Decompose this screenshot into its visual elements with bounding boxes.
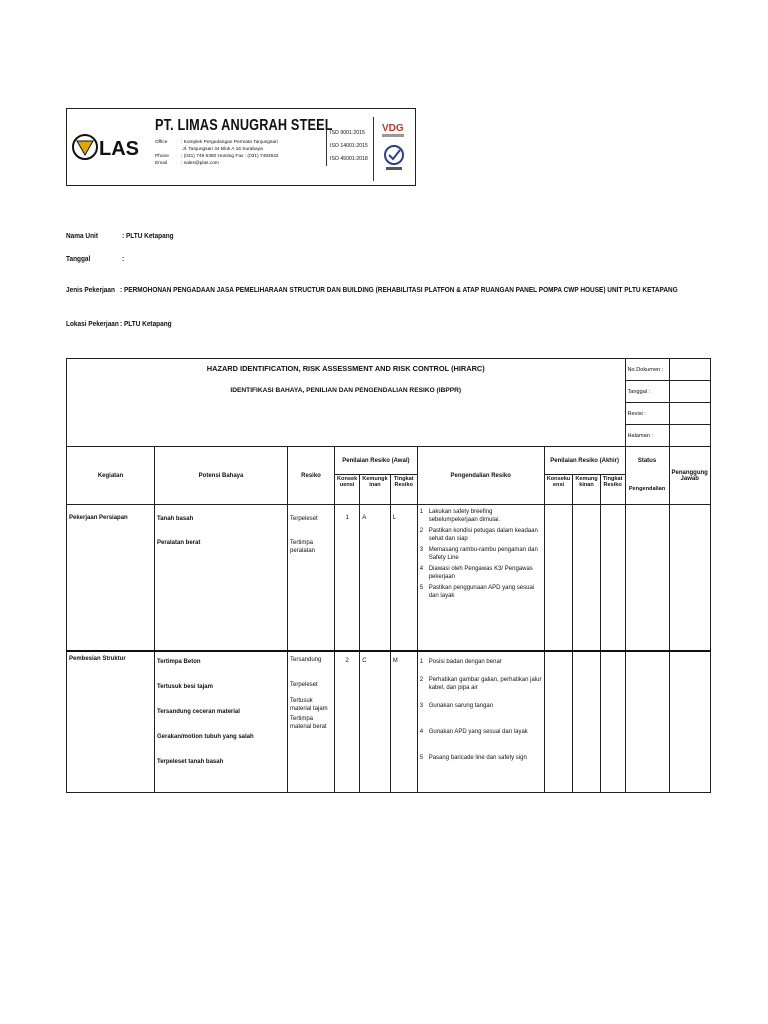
table-title-block [67, 359, 626, 447]
cert-mark-text: VDG [382, 123, 404, 134]
potensi-item: Tersandung ceceran material [157, 708, 240, 715]
empty-cell [669, 651, 710, 793]
header-tingkat-resiko-akhir: Tingkat Resiko [600, 475, 625, 505]
pengendalian-item: 4 Gunakan APD yang sesuai dan layak [419, 728, 528, 735]
meta-no-dokumen: No.Dokumen : [625, 359, 669, 381]
address-line: Jl. Tanjungsari 44 Blok A 16 Surabaya [181, 147, 263, 152]
tanggal-label: Tanggal [66, 254, 91, 263]
iso-45001: ISO 45001:2018 [330, 156, 368, 162]
konsekuensi-cell: 2 [335, 651, 360, 793]
header-tingkat-resiko: Tingkat Resiko [390, 475, 417, 505]
header-kemungkinan-akhir: Kemung kinan [573, 475, 600, 505]
empty-cell [600, 505, 625, 651]
meta-revisi: Revisi : [625, 403, 669, 425]
table-row [67, 505, 711, 651]
potensi-item: Tanah basah [157, 516, 194, 522]
potensi-item: Gerakan/motion tubuh yang salah [157, 733, 254, 740]
kemungkinan-cell: C [360, 651, 391, 793]
header-status-pengendalian: Pengendalian [625, 475, 669, 505]
resiko-cell [288, 651, 335, 793]
header-penilaian-akhir: Penilaian Resiko (Akhir) [544, 447, 625, 475]
meta-value-cell [669, 359, 710, 381]
pengendalian-item: 5 Pastikan penggunaan APD yang sesuai dan layak [419, 585, 535, 599]
kegiatan-cell: Pekerjaan Persiapan [67, 505, 155, 651]
resiko-item: Tertimpa material berat [290, 715, 327, 730]
pengendalian-item: 1 Lakukan safety breefing sebelumpekerjaan dimulai. [419, 509, 501, 523]
jenis-pekerjaan-value: : PERMOHONAN PENGADAAN JASA PEMELIHARAAN STRUCTUR DAN BUILDING (REHABILITASI PLATFON & ATAP RUANGAN PANEL POMPA CWP HOUSE) UNIT PLTU KETAPANG [120, 285, 678, 294]
certification-seal [373, 117, 414, 181]
header-kemungkinan: Kemungk inan [360, 475, 391, 505]
header-penanggung-jawab: Penanggung Jawab [669, 447, 710, 505]
nama-unit-label: Nama Unit [66, 231, 98, 240]
potensi-cell [155, 651, 288, 793]
header-resiko: Resiko [288, 447, 335, 505]
empty-cell [573, 651, 600, 793]
pengendalian-item: 4 Diawasi oleh Pengawas K3/ Pengawas pekerjaan [419, 566, 533, 580]
empty-cell [600, 651, 625, 793]
empty-cell [625, 651, 669, 793]
meta-value-cell [669, 403, 710, 425]
header-pengendalian-resiko: Pengendalian Resiko [417, 447, 544, 505]
pengendalian-cell [417, 651, 544, 793]
empty-cell [544, 505, 573, 651]
header-konsekuensi: Konsek uensi [335, 475, 360, 505]
resiko-cell [288, 505, 335, 651]
meta-tanggal: Tanggal : [625, 381, 669, 403]
potensi-item: Terpeleset tanah basah [157, 758, 224, 765]
konsekuensi-cell: 1 [335, 505, 360, 651]
lokasi-pekerjaan-label: Lokasi Pekerjaan [66, 319, 119, 328]
resiko-item: Terpeleset [290, 516, 318, 522]
pengendalian-item: 2 Perhatikan gambar galian, perhatikan jalur kabel, dan pipa air [419, 676, 542, 691]
header-potensi-bahaya: Potensi Bahaya [155, 447, 288, 505]
kegiatan-cell: Pembesian Struktur [67, 651, 155, 793]
empty-cell [573, 505, 600, 651]
table-title: HAZARD IDENTIFICATION, RISK ASSESSMENT AND RISK CONTROL (HIRARC) [206, 364, 485, 373]
pengendalian-cell [417, 505, 544, 651]
jenis-pekerjaan-label: Jenis Pekerjaan [66, 285, 115, 294]
meta-value-cell [669, 425, 710, 447]
header-status: Status [625, 447, 669, 475]
empty-cell [544, 651, 573, 793]
pengendalian-item: 2 Pastikan kondisi petugas dalam keadaan sehat dan siap [419, 528, 538, 542]
pengendalian-item: 3 Memasang rambu-rambu pengaman dan Safety Line [419, 547, 538, 561]
address-line: Phone : (031) 749 6380 Hunting Fax : (031) 7493532 [155, 154, 279, 159]
table-row [67, 651, 711, 793]
meta-value-cell [669, 381, 710, 403]
company-header [66, 108, 416, 186]
header-konsekuensi-akhir: Konseku ensi [544, 475, 573, 505]
pengendalian-item: 1 Posisi badan dengan benar [419, 658, 502, 665]
logo-text: LAS [99, 138, 139, 160]
address-line: Email : sales@plas.com [155, 161, 219, 166]
tanggal-value: : [122, 254, 125, 263]
potensi-item: Peralatan berat [157, 540, 201, 546]
iso-list [326, 127, 368, 166]
table-subtitle: IDENTIFIKASI BAHAYA, PENILIAN DAN PENGENDALIAN RESIKO (IBPPR) [230, 387, 462, 394]
pengendalian-item: 3 Gunakan sarung tangan [419, 702, 494, 709]
potensi-cell [155, 505, 288, 651]
resiko-item: Tersandung [290, 656, 322, 663]
meta-halaman: Halaman : [625, 425, 669, 447]
resiko-item: Tertusuk material tajam [290, 697, 328, 712]
empty-cell [625, 505, 669, 651]
hirarc-table [66, 358, 711, 793]
company-name: PT. LIMAS ANUGRAH STEEL [155, 117, 333, 134]
tingkat-cell: L [390, 505, 417, 651]
iso-14001: ISO 14001:2015 [330, 143, 368, 149]
lokasi-pekerjaan-value: : PLTU Ketapang [120, 319, 172, 328]
kemungkinan-cell: A [360, 505, 391, 651]
potensi-item: Tertusuk besi tajam [157, 683, 213, 690]
tingkat-cell: M [390, 651, 417, 793]
address-line: Office : Komplek Pergudangan Permata Tanjungsari [155, 140, 278, 145]
empty-cell [669, 505, 710, 651]
nama-unit-value: : PLTU Ketapang [122, 231, 174, 240]
company-address [155, 139, 279, 167]
potensi-item: Tertimpa Beton [157, 658, 201, 665]
company-logo [71, 125, 151, 169]
pengendalian-item: 5 Pasang baricade line dan safety sign [419, 754, 527, 761]
header-kegiatan: Kegiatan [67, 447, 155, 505]
resiko-item: Terpeleset [290, 681, 318, 688]
header-penilaian-awal: Penilaian Resiko (Awal) [335, 447, 418, 475]
iso-9001: ISO 9001:2015 [330, 130, 365, 136]
resiko-item: Tertimpa peralatan [290, 540, 316, 554]
